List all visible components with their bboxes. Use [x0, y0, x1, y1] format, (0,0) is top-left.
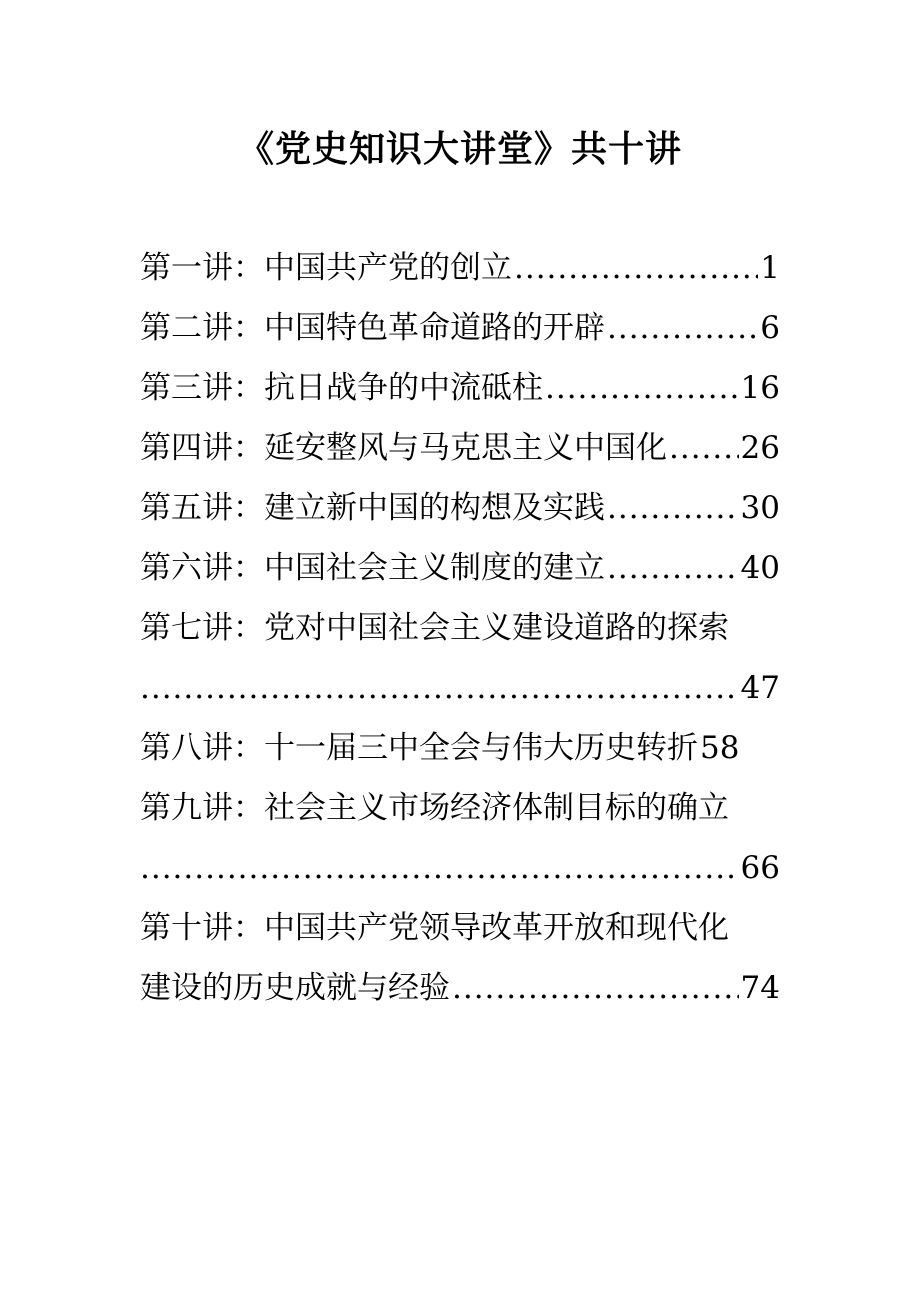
toc-page-number: 26	[740, 430, 780, 466]
toc-entry-label: 第六讲：	[140, 550, 264, 586]
toc-entry-title: 抗日战争的中流砥柱	[264, 370, 543, 406]
toc-entry-label: 第三讲：	[140, 370, 264, 406]
toc-page-number: 58	[700, 730, 740, 766]
toc-entry-title: 党对中国社会主义建设道路的探索	[264, 610, 729, 646]
toc-entry-5[interactable]	[140, 478, 780, 538]
toc-entry-title: 十一届三中全会与伟大历史转折	[264, 730, 698, 766]
dot-leader	[607, 478, 739, 538]
toc-entry-10[interactable]	[140, 898, 780, 1018]
dot-leader	[514, 238, 758, 298]
dot-leader	[452, 958, 739, 1018]
toc-entry-title-line1: 中国共产党领导改革开放和现代化	[264, 910, 729, 946]
toc-entry-label: 第五讲：	[140, 490, 264, 526]
toc-entry-title: 建立新中国的构想及实践	[264, 490, 605, 526]
toc-entry-label: 第七讲：	[140, 610, 264, 646]
toc-entry-label: 第十讲：	[140, 910, 264, 946]
toc-entry-title: 中国特色革命道路的开辟	[264, 310, 605, 346]
toc-entry-4[interactable]	[140, 418, 780, 478]
toc-entry-title: 社会主义市场经济体制目标的确立	[264, 790, 729, 826]
toc-entry-7[interactable]	[140, 598, 780, 718]
toc-page-number: 16	[740, 370, 780, 406]
toc-entry-label: 第八讲：	[140, 730, 264, 766]
dot-leader	[140, 838, 739, 898]
toc-entry-title: 中国社会主义制度的建立	[264, 550, 605, 586]
toc-entry-9[interactable]	[140, 778, 780, 898]
toc-page-number: 6	[760, 310, 780, 346]
document-title: 《党史知识大讲堂》共十讲	[237, 129, 682, 170]
dot-leader	[607, 298, 758, 358]
toc-entry-8[interactable]	[140, 718, 780, 778]
toc-entry-2[interactable]	[140, 298, 780, 358]
toc-entry-title: 中国共产党的创立	[264, 250, 512, 286]
table-of-contents	[140, 238, 780, 1018]
toc-page-number: 30	[740, 490, 780, 526]
toc-entry-3[interactable]	[140, 358, 780, 418]
toc-entry-label: 第一讲：	[140, 250, 264, 286]
dot-leader	[140, 658, 739, 718]
toc-entry-title-line2: 建设的历史成就与经验	[140, 970, 450, 1006]
toc-entry-label: 第九讲：	[140, 790, 264, 826]
toc-entry-1[interactable]	[140, 238, 780, 298]
dot-leader	[607, 538, 739, 598]
toc-entry-label: 第二讲：	[140, 310, 264, 346]
toc-page-number: 1	[760, 250, 780, 286]
toc-page-number: 47	[740, 670, 780, 706]
toc-page-number: 66	[740, 850, 780, 886]
toc-page-number: 40	[740, 550, 780, 586]
dot-leader	[669, 418, 739, 478]
dot-leader	[545, 358, 739, 418]
toc-entry-label: 第四讲：	[140, 430, 264, 466]
toc-entry-title: 延安整风与马克思主义中国化	[264, 430, 667, 466]
toc-page-number: 74	[740, 970, 780, 1006]
toc-entry-6[interactable]	[140, 538, 780, 598]
